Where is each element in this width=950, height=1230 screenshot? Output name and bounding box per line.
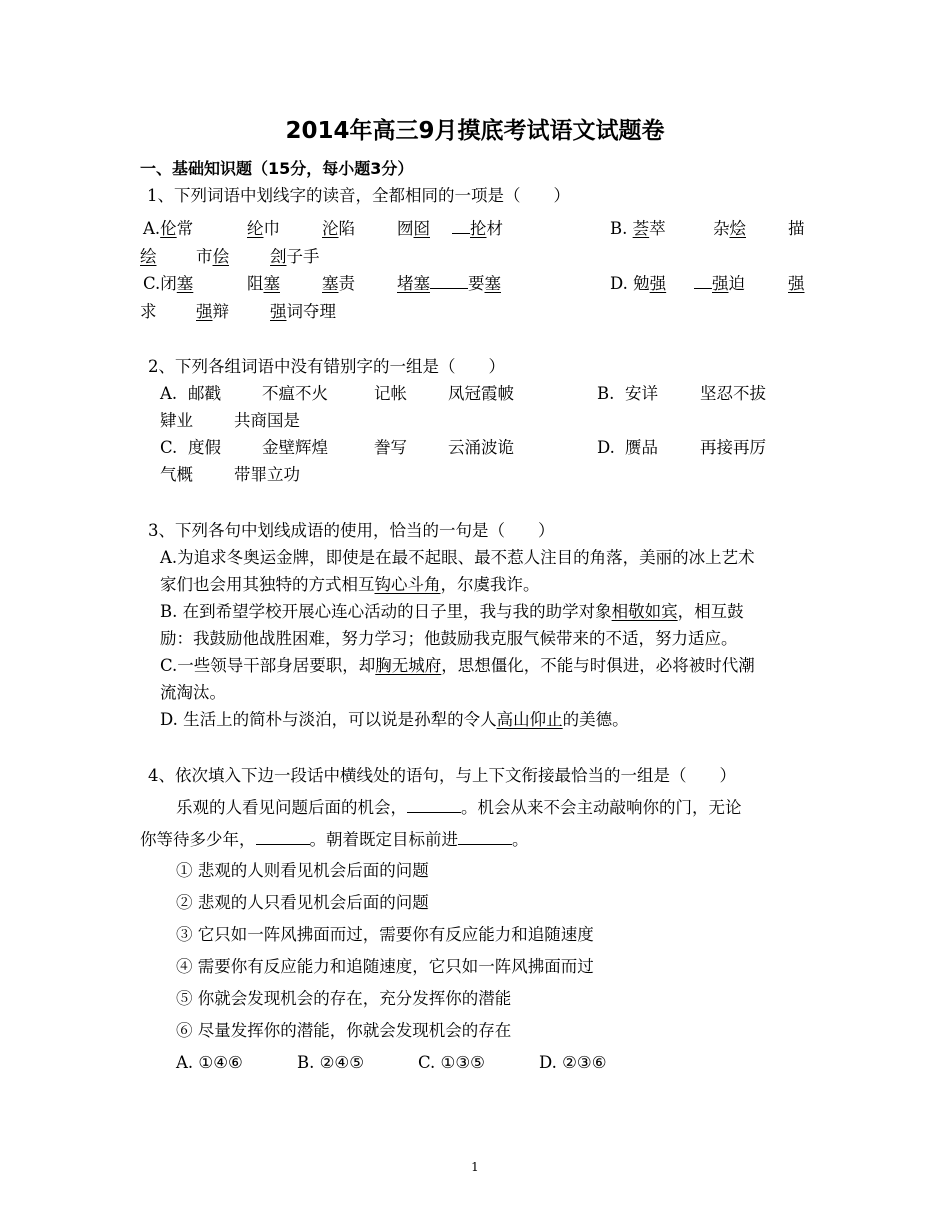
q1-c-word-2: 阻塞: [247, 274, 280, 293]
q2-b-word: 安详: [625, 384, 658, 403]
q4-choice-d: D. ②③⑥: [539, 1053, 607, 1072]
q4-item-2: ② 悲观的人只看见机会后面的问题: [176, 893, 429, 912]
q1-c-word-3: 塞责: [322, 274, 355, 293]
q1-option-a: A.伦常: [143, 219, 194, 238]
q2-a-word: 凤冠霞帔: [448, 384, 514, 403]
q2-option-d: D.: [597, 438, 615, 457]
q3-option-c-line2: 流淘汰。: [160, 683, 226, 702]
page-title: 2014年高三9月摸底考试语文试题卷: [285, 118, 665, 144]
q2-option-a: A.: [160, 384, 178, 403]
q1-d-word-3-cont: 求: [140, 302, 157, 321]
q1-d-word-2: 强迫: [694, 273, 745, 295]
q2-a-word: 记帐: [374, 384, 407, 403]
q1-b-word-2: 杂烩: [713, 219, 746, 238]
q1-b-word-5: 刽子手: [270, 247, 320, 266]
section-heading: 一、基础知识题（15分，每小题3分）: [140, 159, 414, 178]
q2-b-word: 坚忍不拔: [700, 384, 766, 403]
q2-d-word: 赝品: [625, 438, 658, 457]
q1-a-word-2: 纶巾: [247, 219, 280, 238]
q1-b-word-3-cont: 绘: [140, 247, 157, 266]
q2-a-word: 邮戳: [188, 384, 221, 403]
q1-a-word-5: 抡材: [452, 218, 503, 240]
q4-choice-a: A. ①④⑥: [176, 1053, 243, 1072]
q1-b-word-3: 描: [788, 219, 805, 238]
q1-a-word-4: 囫囵: [397, 219, 430, 238]
q4-item-4: ④ 需要你有反应能力和追随速度，它只如一阵风拂面而过: [176, 957, 594, 976]
q3-option-b-line1: B. 在到希望学校开展心连心活动的日子里，我与我的助学对象相敬如宾，相互鼓: [160, 602, 744, 621]
q1-option-d: D. 勉强: [610, 274, 667, 293]
q1-option-c: C.闭塞: [143, 274, 194, 293]
q3-option-d: D. 生活上的简朴与淡泊，可以说是孙犁的令人高山仰止的美德。: [160, 710, 629, 729]
q4-passage-line1: 乐观的人看见问题后面的机会， 。机会从来不会主动敲响你的门，无论: [176, 798, 742, 817]
q1-d-word-5: 强词夺理: [270, 302, 336, 321]
q2-c-word: 度假: [188, 438, 221, 457]
q2-c-word: 云涌波诡: [448, 438, 514, 457]
q1-d-word-3: 强: [788, 274, 805, 293]
q4-choice-b: B. ②④⑤: [297, 1053, 364, 1072]
q1-c-word-4: 堵塞 要塞: [397, 274, 501, 293]
q4-item-1: ① 悲观的人则看见机会后面的问题: [176, 861, 429, 880]
q2-option-b: B.: [597, 384, 615, 403]
q4-item-5: ⑤ 你就会发现机会的存在，充分发挥你的潜能: [176, 989, 512, 1008]
q3-option-a-line2: 家们也会用其独特的方式相互钩心斗角，尔虞我诈。: [160, 575, 540, 594]
q4-choice-c: C. ①③⑤: [418, 1053, 485, 1072]
q2-b-word: 肄业: [160, 411, 193, 430]
q2-d-word: 气概: [160, 465, 193, 484]
q2-a-word: 不瘟不火: [262, 384, 328, 403]
question-4-stem: 4、依次填入下边一段话中横线处的语句，与上下文衔接最恰当的一组是（ ）: [148, 766, 736, 785]
q1-d-word-4: 强辩: [196, 302, 229, 321]
q2-d-word: 带罪立功: [234, 465, 300, 484]
question-3-stem: 3、下列各句中划线成语的使用，恰当的一句是（ ）: [148, 521, 555, 540]
q1-option-b: B. 荟萃: [610, 219, 666, 238]
question-1-stem: 1、下列词语中划线字的读音，全都相同的一项是（ ）: [147, 186, 570, 205]
q1-b-word-4: 市侩: [196, 247, 229, 266]
q2-c-word: 誊写: [374, 438, 407, 457]
q1-a-word-3: 沦陷: [322, 219, 355, 238]
q2-option-c: C.: [160, 438, 178, 457]
q2-b-word: 共商国是: [234, 411, 300, 430]
q4-passage-line2: 你等待多少年， 。朝着既定目标前进 。: [140, 830, 529, 849]
page-number: 1: [471, 1160, 479, 1174]
q2-d-word: 再接再厉: [700, 438, 766, 457]
q4-item-6: ⑥ 尽量发挥你的潜能，你就会发现机会的存在: [176, 1021, 512, 1040]
q4-item-3: ③ 它只如一阵风拂面而过，需要你有反应能力和追随速度: [176, 925, 594, 944]
q2-c-word: 金壁辉煌: [262, 438, 328, 457]
q3-option-b-line2: 励：我鼓励他战胜困难，努力学习；他鼓励我克服气候带来的不适，努力适应。: [160, 629, 738, 648]
q3-option-a-line1: A.为追求冬奥运金牌，即使是在最不起眼、最不惹人注目的角落，美丽的冰上艺术: [160, 548, 755, 567]
question-2-stem: 2、下列各组词语中没有错别字的一组是（ ）: [148, 357, 505, 376]
q3-option-c-line1: C.一些领导干部身居要职，却胸无城府，思想僵化，不能与时俱进，必将被时代潮: [160, 656, 755, 675]
